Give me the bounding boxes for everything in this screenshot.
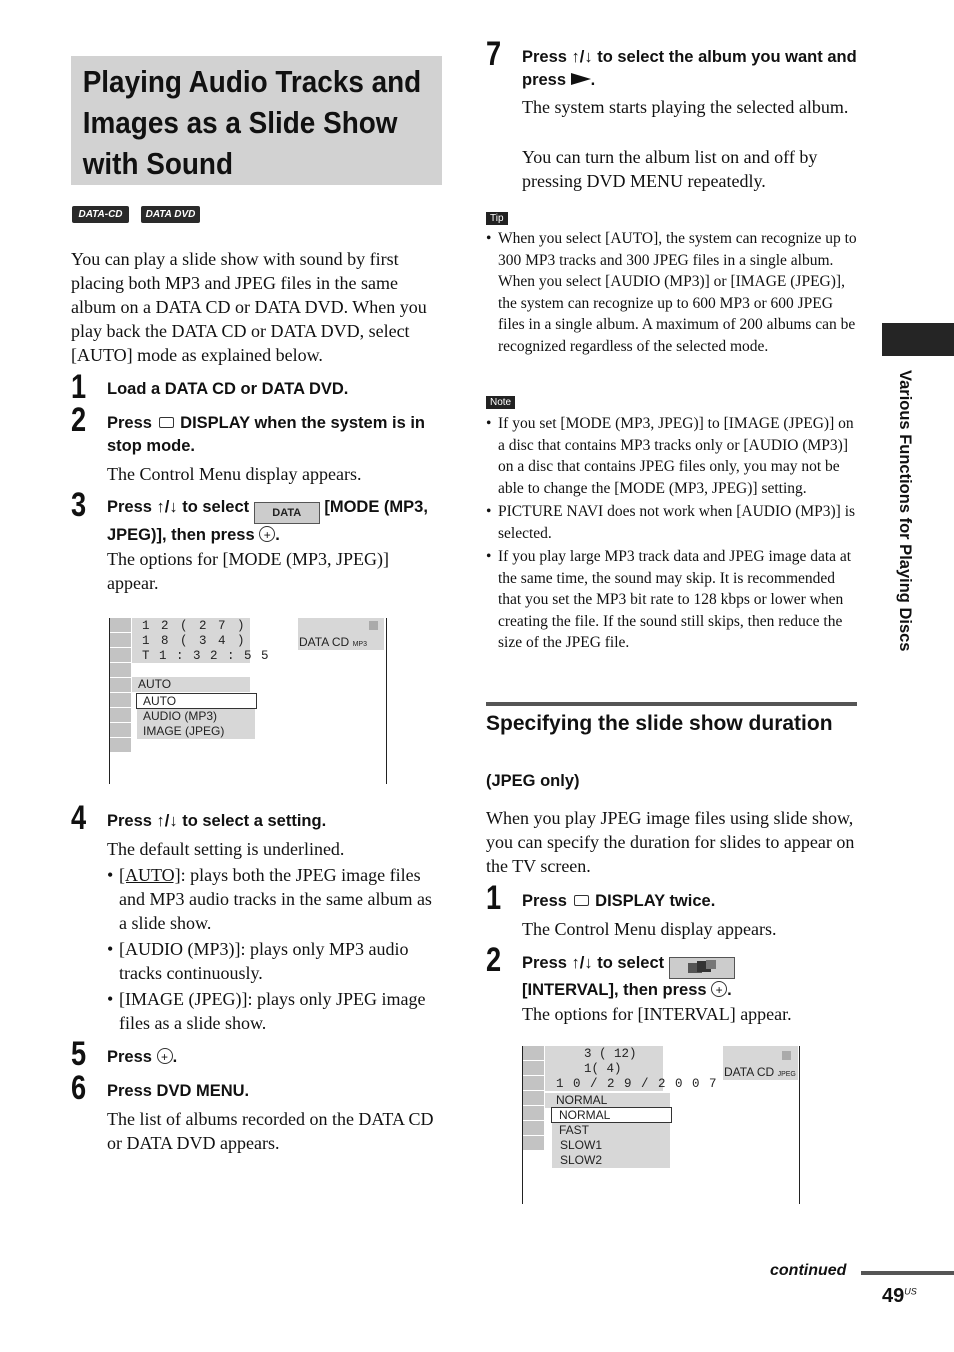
option-item[interactable]: NORMAL: [559, 1108, 611, 1122]
chapter-label-text: Various Functions for Playing Discs: [896, 370, 914, 652]
info-line: 1 2 ( 2 7 ): [142, 619, 247, 633]
info-line: 1 0 / 2 9 / 2 0 0 7: [556, 1077, 718, 1091]
menu-icon-cell: [110, 738, 131, 753]
section-rule: [486, 702, 857, 706]
enter-button-icon: [711, 981, 727, 997]
step-number: 4: [71, 799, 87, 837]
step-heading-text: Press: [107, 414, 152, 432]
option-item[interactable]: AUTO: [143, 694, 177, 708]
info-line: T 1 : 3 2 : 5 5: [142, 649, 270, 663]
section-title: Specifying the slide show duration: [486, 712, 833, 735]
interval-icon: [669, 957, 735, 979]
intro-paragraph: You can play a slide show with sound by first placing both MP3 and JPEG files in the same album on a DATA CD or DATA DVD. When you play back the DATA CD or DATA DVD, select [AUTO] mode as explained below.: [71, 249, 427, 365]
data-mode-icon: DATA: [254, 502, 320, 524]
enter-button-icon: [157, 1048, 173, 1064]
data-dvd-badge: DATA DVD: [141, 206, 200, 223]
list-item: [107, 987, 443, 1035]
continued-rule: [861, 1271, 954, 1275]
disc-type-text: DATA CD: [299, 635, 350, 649]
menu-icon-cell: [110, 618, 131, 633]
step-number: 5: [71, 1035, 87, 1073]
step-heading: [107, 496, 442, 547]
play-icon: [571, 73, 591, 85]
note-item: • If you play large MP3 track data and JPEG image data at the same time, the sound may skip. It is recommended that you set the MP3 bit rate to 128 kbps or lower when creating the file. If the sound still skips, then reduce the size of the JPEG file.: [486, 546, 858, 654]
option-item[interactable]: SLOW2: [560, 1153, 603, 1167]
step-number: 7: [486, 35, 502, 73]
menu-icon-cell: [523, 1136, 544, 1151]
step-number: 3: [71, 486, 87, 524]
step-text: The Control Menu display appears.: [107, 464, 362, 484]
option-item[interactable]: IMAGE (JPEG): [143, 724, 225, 738]
info-line: 1( 4): [584, 1062, 622, 1076]
info-line: 3 ( 12): [584, 1047, 637, 1061]
step-heading-text: Press: [107, 1048, 152, 1066]
menu-icon-cell: [523, 1106, 544, 1121]
menu-icon-cell: [110, 648, 131, 663]
page-title: Playing Audio Tracks and Images as a Slide Show with Sound: [82, 64, 422, 181]
disc-indicator: [782, 1051, 791, 1060]
step-heading-text: Press ↑/↓ to select the album you want and press: [522, 48, 857, 89]
display-button-icon: [159, 417, 174, 428]
option-item[interactable]: SLOW1: [560, 1138, 603, 1152]
step-heading-text: Press: [522, 892, 567, 910]
step-number: 1: [71, 368, 87, 406]
step-heading-text: .: [275, 526, 280, 544]
step-heading: [107, 1046, 442, 1069]
disc-indicator: [369, 621, 378, 630]
step-heading: Press ↑/↓ to select a setting.: [107, 812, 327, 830]
info-line: 1 8 ( 3 4 ): [142, 634, 247, 648]
data-cd-badge: DATA-CD: [72, 206, 129, 223]
step-heading: [107, 412, 442, 458]
disc-subtype: JPEG: [777, 1071, 796, 1078]
step-text: The default setting is underlined.: [107, 839, 345, 859]
title-box: [71, 56, 442, 185]
display-button-icon: [574, 895, 589, 906]
page-number-text: 49: [882, 1285, 905, 1307]
continued-label: continued: [770, 1262, 847, 1279]
step-heading-text: [INTERVAL], then press: [522, 981, 707, 999]
step-heading-text: .: [172, 1048, 178, 1066]
step-heading-text: .: [590, 71, 596, 89]
step-number: 1: [486, 879, 502, 917]
note-list: [486, 413, 858, 654]
menu-icon-cell: [110, 663, 131, 678]
option-header: AUTO: [138, 677, 172, 691]
option-item[interactable]: AUDIO (MP3): [143, 709, 218, 723]
page-region: US: [904, 1286, 917, 1297]
tip-list: [486, 228, 858, 357]
step-heading-text: DISPLAY twice.: [595, 892, 716, 910]
option-item[interactable]: FAST: [559, 1123, 590, 1137]
step-heading: [522, 890, 862, 913]
step-heading: Press DVD MENU.: [107, 1082, 250, 1100]
section-intro: When you play JPEG image files using slide show, you can specify the duration for slides to appear on the TV screen.: [486, 808, 855, 876]
disc-type: [724, 1065, 796, 1082]
menu-icon-cell: [110, 708, 131, 723]
step-heading-text: Press ↑/↓ to select: [107, 498, 250, 516]
note-item: • PICTURE NAVI does not work when [AUDIO (MP3)] is selected.: [486, 501, 858, 544]
list-item-text: [AUDIO (MP3)]: plays only MP3 audio tracks continuously.: [119, 939, 409, 983]
menu-icon-cell: [110, 633, 131, 648]
control-menu-screen: [522, 1046, 800, 1204]
step-text: The list of albums recorded on the DATA CD or DATA DVD appears.: [107, 1109, 434, 1153]
enter-button-icon: [259, 526, 275, 542]
step-heading-text: Press ↑/↓ to select: [522, 954, 665, 972]
chapter-label: [878, 370, 928, 730]
chapter-tab: [882, 323, 954, 356]
menu-icon-cell: [110, 678, 131, 693]
step-text: The options for [INTERVAL] appear.: [522, 1004, 792, 1024]
option-header: NORMAL: [556, 1093, 608, 1107]
menu-icon-cell: [523, 1121, 544, 1136]
tip-label: Tip: [486, 212, 508, 225]
step-heading-text: DISPLAY when the system is in stop mode.: [107, 414, 425, 455]
step-text: The Control Menu display appears.: [522, 919, 777, 939]
list-item: [107, 863, 443, 935]
step-number: 2: [486, 941, 502, 979]
list-item-text: : plays both the JPEG image files and MP3 audio tracks in the same album as a slide show.: [119, 865, 432, 933]
menu-icon-cell: [523, 1076, 544, 1091]
note-item: • If you set [MODE (MP3, JPEG)] to [IMAGE (JPEG)] on a disc that contains MP3 tracks only or [AUDIO (MP3)] on a disc that contains JPEG files only, you may not be able to change the [MODE (MP3, JPEG)] setting.: [486, 413, 858, 499]
step-heading: Load a DATA CD or DATA DVD.: [107, 380, 349, 398]
step-heading-text: .: [727, 981, 732, 999]
note-label: Note: [486, 396, 515, 409]
section-subtitle: (JPEG only): [486, 772, 580, 790]
step-heading: [522, 46, 862, 92]
step-text: The system starts playing the selected album.: [522, 97, 849, 117]
tip-item: • When you select [AUTO], the system can recognize up to 300 MP3 tracks and 300 JPEG files in a single album. When you select [AUDIO (MP3)] or [IMAGE (JPEG)], the system can recognize up to 600 MP3 or 600 JPEG files in a single album. A maximum of 200 albums can be recognized regardless of the selected mode.: [486, 228, 858, 357]
list-item-text: [IMAGE (JPEG)]: plays only JPEG image files as a slide show.: [119, 989, 426, 1033]
step-text: You can turn the album list on and off by pressing DVD MENU repeatedly.: [522, 147, 818, 191]
disc-type-text: DATA CD: [724, 1065, 775, 1079]
page-number: [882, 1285, 917, 1308]
step-number: 6: [71, 1069, 87, 1107]
step-number: 2: [71, 401, 87, 439]
menu-icon-cell: [523, 1091, 544, 1106]
control-menu-screen: [109, 618, 387, 784]
menu-icon-cell: [523, 1061, 544, 1076]
disc-type: [299, 635, 367, 652]
setting-options-list: [107, 863, 443, 1035]
step-text: The options for [MODE (MP3, JPEG)] appear.: [107, 549, 389, 593]
step-heading: [522, 952, 862, 1002]
menu-icon-cell: [110, 723, 131, 738]
list-item: [107, 937, 443, 985]
step-heading-text: [MODE (MP3, JPEG)], then press: [107, 498, 428, 544]
default-setting: [AUTO]: [119, 865, 181, 885]
disc-subtype: MP3: [352, 641, 367, 648]
menu-icon-cell: [110, 693, 131, 708]
menu-icon-cell: [523, 1046, 544, 1061]
